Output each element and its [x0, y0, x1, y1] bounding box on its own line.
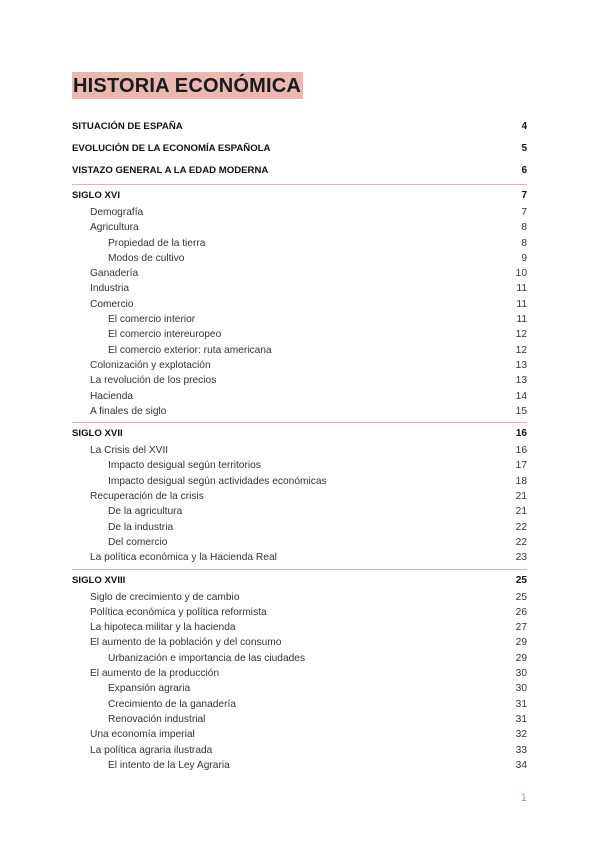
- toc-entry[interactable]: [72, 358, 527, 373]
- toc-entry-label: SIGLO XVI: [72, 190, 120, 201]
- toc-entry[interactable]: [72, 489, 527, 504]
- toc-entry-page: 25: [515, 591, 527, 603]
- toc-entry-page: 18: [515, 475, 527, 487]
- toc-entry[interactable]: [72, 590, 527, 605]
- toc-entry-label: Renovación industrial: [108, 713, 206, 725]
- toc-subentry[interactable]: [72, 327, 527, 342]
- toc-entry-label: SIGLO XVIII: [72, 574, 126, 586]
- toc-entry[interactable]: [72, 620, 527, 635]
- toc-entry-label: Del comercio: [108, 536, 168, 548]
- toc-entry-page: 23: [515, 552, 527, 564]
- toc-entry-page: 16: [515, 445, 527, 457]
- toc-entry-label: Comercio: [90, 298, 134, 310]
- toc-entry-label: Urbanización e importancia de las ciudades: [108, 652, 306, 664]
- toc-entry-page: 32: [515, 729, 527, 741]
- toc-subentry[interactable]: [72, 343, 527, 358]
- toc-entry-label: Ganadería: [90, 268, 139, 280]
- toc-entry-label: El comercio interior: [108, 314, 196, 326]
- toc-entry-page: 5: [521, 143, 527, 154]
- toc-entry-page: 4: [521, 121, 527, 132]
- toc-entry-page: 8: [521, 222, 527, 234]
- toc-entry-label: Colonización y explotación: [90, 359, 211, 371]
- toc-entry[interactable]: [72, 605, 527, 620]
- toc-entry-label: Hacienda: [90, 390, 134, 402]
- toc-entry-label: Crecimiento de la ganadería: [108, 698, 236, 710]
- toc-entry-page: 11: [516, 314, 527, 326]
- toc-subentry[interactable]: [72, 504, 527, 519]
- toc-entry-page: 31: [515, 698, 527, 710]
- toc-entry-label: La Crisis del XVII: [90, 445, 169, 457]
- toc-entry-label: La revolución de los precios: [90, 375, 217, 387]
- toc-entry-page: 7: [521, 207, 527, 218]
- toc-subentry[interactable]: [72, 520, 527, 535]
- toc-subentry[interactable]: [72, 681, 527, 696]
- toc-subentry[interactable]: [72, 236, 527, 251]
- toc-entry[interactable]: [72, 281, 527, 296]
- toc-entry-page: 6: [521, 165, 527, 176]
- toc-entry-label: Industria: [90, 283, 130, 295]
- toc-entry-label: El comercio intereuropeo: [108, 329, 222, 341]
- page-number: 1: [520, 792, 527, 804]
- toc-subentry[interactable]: [72, 474, 527, 489]
- toc-entry-label: La hipoteca militar y la hacienda: [90, 622, 236, 634]
- toc-entry-page: 21: [515, 506, 527, 518]
- toc-entry-label: De la agricultura: [108, 506, 183, 518]
- toc-entry-page: 22: [515, 521, 527, 533]
- toc-entry-label: La política agraria ilustrada: [90, 744, 213, 756]
- toc-subentry[interactable]: [72, 758, 527, 773]
- toc-entry-label: Siglo de crecimiento y de cambio: [90, 591, 240, 603]
- toc-subentry[interactable]: [72, 712, 527, 727]
- toc-entry-page: 14: [515, 390, 527, 402]
- toc-entry[interactable]: [72, 666, 527, 681]
- toc-entry[interactable]: [72, 266, 527, 281]
- toc-entry-page: 12: [515, 329, 527, 341]
- toc-entry-page: 34: [515, 759, 527, 771]
- toc-subentry[interactable]: [72, 651, 527, 666]
- toc-entry-page: 22: [515, 536, 527, 548]
- toc-entry-page: 13: [515, 359, 527, 371]
- toc-subentry[interactable]: [72, 312, 527, 327]
- toc-section-entry[interactable]: [72, 161, 527, 181]
- toc-entry-label: De la industria: [108, 521, 174, 533]
- toc-entry[interactable]: [72, 389, 527, 404]
- toc-entry[interactable]: [72, 205, 527, 220]
- toc-entry-page: 8: [521, 237, 527, 249]
- toc-entry-page: 12: [515, 344, 527, 356]
- toc-entry-label: Impacto desigual según actividades económicas: [108, 475, 327, 487]
- toc-entry[interactable]: [72, 743, 527, 758]
- toc-entry-page: 11: [516, 298, 527, 310]
- toc-entry-page: 7: [521, 190, 527, 201]
- toc-subentry[interactable]: [72, 458, 527, 473]
- toc-entry-label: A finales de siglo: [90, 405, 167, 417]
- toc-entry-page: 33: [515, 744, 527, 756]
- toc-entry-label: Recuperación de la crisis: [90, 491, 204, 503]
- toc-section-entry[interactable]: [72, 422, 527, 443]
- toc-entry-page: 11: [516, 283, 527, 295]
- toc-entry-label: Modos de cultivo: [108, 252, 185, 264]
- toc-entry-label: El aumento de la producción: [90, 668, 220, 680]
- toc-entry-label: El aumento de la población y del consumo: [90, 637, 282, 649]
- toc-entry-label: VISTAZO GENERAL A LA EDAD MODERNA: [72, 165, 269, 176]
- toc-entry-page: 15: [515, 405, 527, 417]
- toc-entry[interactable]: [72, 550, 527, 565]
- toc-entry[interactable]: [72, 404, 527, 419]
- toc-entry-label: El comercio exterior: ruta americana: [108, 344, 272, 356]
- toc-entry[interactable]: [72, 220, 527, 235]
- toc-subentry[interactable]: [72, 697, 527, 712]
- toc-entry-label: EVOLUCIÓN DE LA ECONOMÍA ESPAÑOLA: [72, 143, 271, 154]
- toc-entry-page: 31: [515, 713, 527, 725]
- toc-entry-page: 25: [515, 574, 527, 586]
- table-of-contents: [72, 117, 527, 773]
- toc-entry-page: 21: [515, 491, 527, 503]
- toc-section-entry[interactable]: [72, 569, 527, 590]
- toc-entry[interactable]: [72, 443, 527, 458]
- toc-entry-page: 29: [515, 652, 527, 664]
- toc-section-entry[interactable]: [72, 184, 527, 205]
- toc-entry-page: 10: [515, 268, 527, 280]
- toc-entry-page: 26: [515, 606, 527, 618]
- toc-entry-label: Demografía: [90, 207, 144, 218]
- toc-entry-page: 17: [515, 460, 527, 472]
- toc-entry-label: Propiedad de la tierra: [108, 237, 206, 249]
- toc-entry-label: SITUACIÓN DE ESPAÑA: [72, 121, 183, 132]
- toc-entry-label: Una economía imperial: [90, 729, 195, 741]
- toc-section-entry[interactable]: [72, 117, 527, 137]
- toc-entry-label: Política económica y política reformista: [90, 606, 267, 618]
- toc-entry-page: 30: [515, 668, 527, 680]
- toc-entry-label: Agricultura: [90, 222, 139, 234]
- toc-entry-page: 29: [515, 637, 527, 649]
- toc-entry-page: 27: [515, 622, 527, 634]
- toc-entry[interactable]: [72, 635, 527, 650]
- toc-entry[interactable]: [72, 373, 527, 388]
- toc-entry-label: El intento de la Ley Agraria: [108, 759, 230, 771]
- toc-entry[interactable]: [72, 297, 527, 312]
- toc-entry-page: 16: [515, 428, 527, 440]
- toc-entry-label: Expansión agraria: [108, 683, 191, 695]
- toc-entry[interactable]: [72, 727, 527, 742]
- toc-entry-label: Impacto desigual según territorios: [108, 460, 261, 472]
- page-title: HISTORIA ECONÓMICA: [72, 72, 303, 99]
- toc-section-entry[interactable]: [72, 139, 527, 159]
- toc-subentry[interactable]: [72, 251, 527, 266]
- toc-entry-page: 9: [521, 252, 527, 264]
- toc-subentry[interactable]: [72, 535, 527, 550]
- toc-entry-label: La política económica y la Hacienda Real: [90, 552, 277, 564]
- toc-entry-page: 30: [515, 683, 527, 695]
- toc-entry-label: SIGLO XVII: [72, 428, 123, 440]
- toc-entry-page: 13: [515, 375, 527, 387]
